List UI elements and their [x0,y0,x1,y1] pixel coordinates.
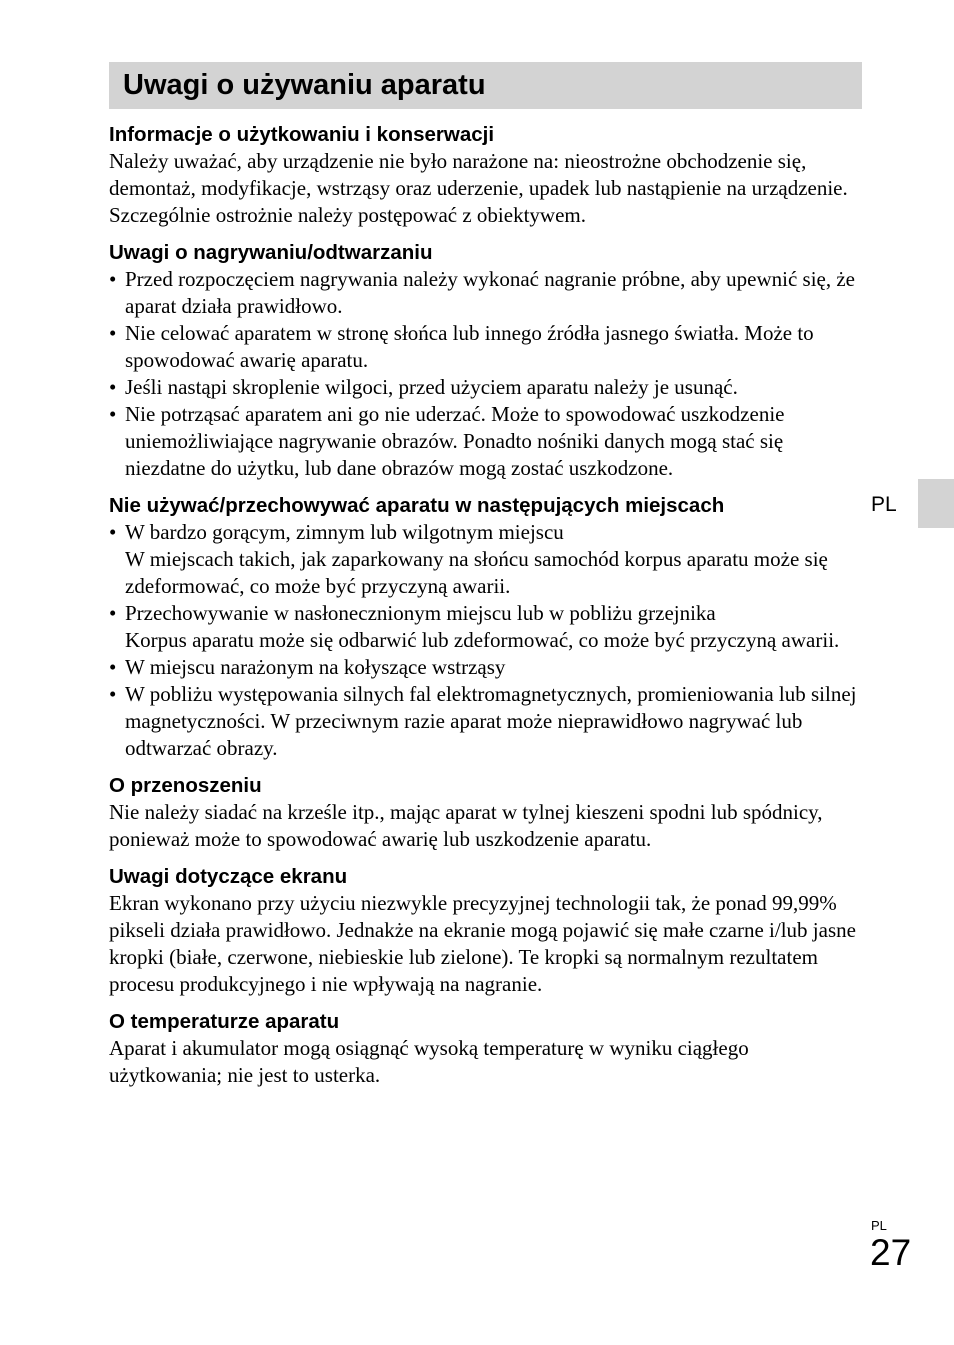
bullet-list [109,266,864,482]
section-paragraph: Nie należy siadać na krześle itp., mając aparat w tylnej kieszeni spodni lub spódnicy, ponieważ może to spowodować awarię lub uszkodzenie aparatu. [109,800,823,851]
list-item: • Nie celować aparatem w stronę słońca lub innego źródła jasnego światła. Może to spowodować awarię aparatu. [109,320,864,374]
list-item: • Nie potrząsać aparatem ani go nie uderzać. Może to spowodować uszkodzenie uniemożliwiające nagrywanie obrazów. Ponadto nośniki danych mogą stać się niezdatne do użytku, lub dane obrazów mogą zostać uszkodzone. [109,401,864,482]
list-item [109,681,864,762]
section-heading: Uwagi dotyczące ekranu [109,865,348,888]
section-screen [109,863,864,998]
section-recording [109,239,864,482]
bullet-list [109,519,864,762]
list-item-detail: W miejscach takich, jak zaparkowany na słońcu samochód korpus aparatu może się zdeformować, co może być przyczyną awarii. [125,547,828,598]
list-item-title: • W miejscu narażonym na kołyszące wstrząsy [125,655,506,679]
list-item-title: • Przechowywanie w nasłonecznionym miejscu lub w pobliżu grzejnika [125,601,716,625]
section-paragraph: Ekran wykonano przy użyciu niezwykle precyzyjnej technologii tak, że ponad 99,99% pikseli działa prawidłowo. Jednakże na ekranie mogą pojawić się małe czarne i/lub jasne kropki (białe, czerwone, niebieskie lub zielone). Te kropki są normalnym rezultatem procesu produkcyjnego i nie wpływają na nagranie. [109,891,856,996]
title-bar [109,62,862,109]
section-maintenance [109,121,864,229]
section-heading: Uwagi o nagrywaniu/odtwarzaniu [109,241,433,264]
section-heading: Nie używać/przechowywać aparatu w następujących miejscach [109,494,725,517]
section-heading: O temperaturze aparatu [109,1010,340,1033]
section-carrying [109,772,864,853]
footer-lang: PL [871,1218,887,1233]
page-title: Uwagi o używaniu aparatu [123,69,486,101]
list-item-detail: Korpus aparatu może się odbarwić lub zdeformować, co może być przyczyną awarii. [125,628,840,652]
list-item [109,519,864,600]
section-storage-places [109,492,864,762]
list-item [109,600,864,654]
side-tab [918,479,954,528]
section-paragraph: Należy uważać, aby urządzenie nie było narażone na: nieostrożne obchodzenie się, demontaż, modyfikacje, wstrząsy oraz uderzenie, upadek lub nastąpienie na urządzenie. Szczególnie ostrożnie należy postępować z obiektywem. [109,149,848,227]
list-item-title: • W bardzo gorącym, zimnym lub wilgotnym miejscu [125,520,564,544]
list-item [109,654,864,681]
list-item: • Jeśli nastąpi skroplenie wilgoci, przed użyciem aparatu należy je usunąć. [109,374,864,401]
section-paragraph: Aparat i akumulator mogą osiągnąć wysoką temperaturę w wyniku ciągłego użytkowania; nie jest to usterka. [109,1036,749,1087]
page-number: 27 [870,1232,912,1273]
side-tab-label: PL [871,493,897,516]
section-temperature [109,1008,864,1089]
section-heading: Informacje o użytkowaniu i konserwacji [109,123,495,146]
section-heading: O przenoszeniu [109,774,262,797]
list-item: • Przed rozpoczęciem nagrywania należy wykonać nagranie próbne, aby upewnić się, że aparat działa prawidłowo. [109,266,864,320]
content [109,121,864,1089]
list-item-title: • W pobliżu występowania silnych fal elektromagnetycznych, promieniowania lub silnej magnetyczności. W przeciwnym razie aparat może nieprawidłowo nagrywać lub odtwarzać obrazy. [125,682,857,760]
